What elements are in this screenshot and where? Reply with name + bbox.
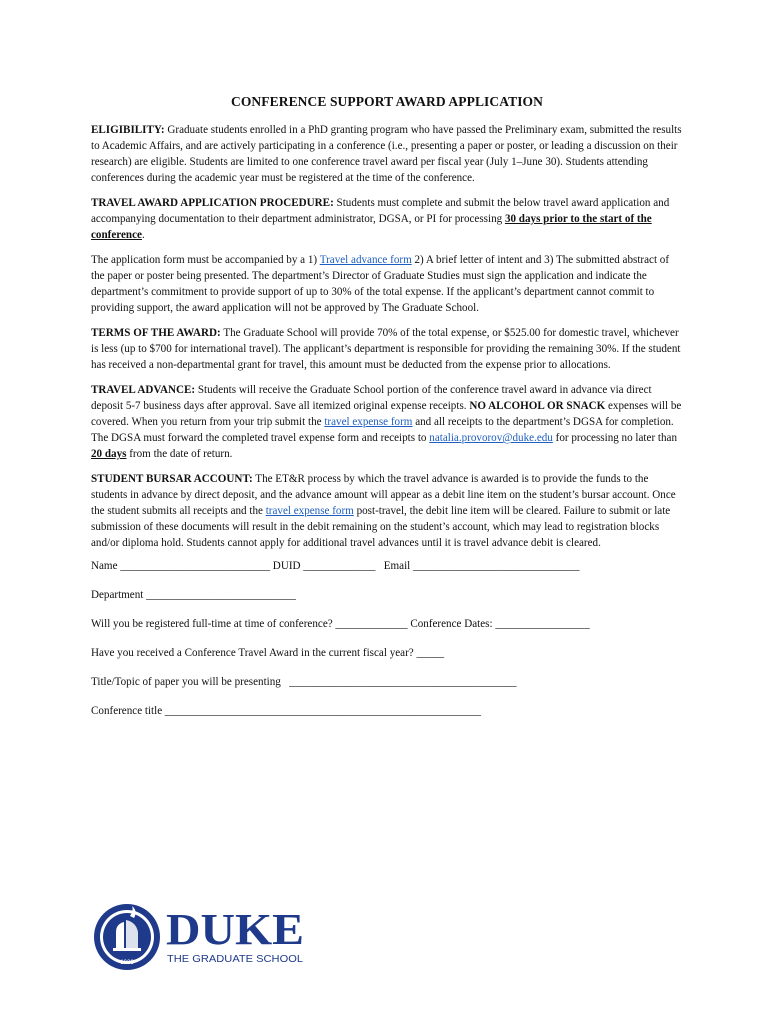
- duke-wordmark: DUKE: [166, 905, 304, 954]
- bursar-label: STUDENT BURSAR ACCOUNT:: [91, 473, 253, 485]
- accompany-text-2: 2) A brief letter of intent and 3) The submitted abstract of the paper or poster being presented. The department’s Director of Graduate Studies must sign the application and indicate the department’s commitment to provide support of up to 30% of the total expense. If the applicant’s department cannot commit to providing support, the award application will not be approved by The Graduate School.: [91, 254, 670, 314]
- name-duid-email-field[interactable]: Name ___________________________ DUID _____________ Email ______________________________: [91, 560, 580, 572]
- no-alcohol-note: NO ALCOHOL OR SNACK: [469, 400, 606, 412]
- bursar-travel-expense-form-link[interactable]: travel expense form: [265, 505, 354, 517]
- department-field[interactable]: Department ___________________________: [91, 589, 296, 601]
- prior-award-field[interactable]: Have you received a Conference Travel Award in the current fiscal year? _____: [91, 647, 445, 659]
- eligibility-paragraph: [91, 122, 683, 186]
- procedure-label: TRAVEL AWARD APPLICATION PROCEDURE:: [91, 197, 334, 209]
- terms-text: The Graduate School will provide 70% of the total expense, or $525.00 for domestic travel, whichever is less (up to $700 for international travel). The applicant’s department is responsible for providing the remaining 30%. If the student has received a non-departmental grant for travel, this amount must be deducted from the expense prior to allocations.: [91, 327, 681, 371]
- procedure-end: .: [141, 229, 145, 241]
- email-link[interactable]: natalia.provorov@duke.edu: [429, 432, 553, 444]
- accompany-paragraph: [91, 252, 683, 316]
- twenty-days: 20 days: [91, 448, 127, 460]
- bursar-paragraph: [91, 471, 683, 551]
- terms-label: TERMS OF THE AWARD:: [91, 327, 221, 339]
- travel-advance-form-link[interactable]: Travel advance form: [319, 254, 412, 266]
- duke-seal-icon: [94, 904, 160, 970]
- advance-text-2: expenses will be covered. When you return from your trip submit the: [91, 400, 682, 428]
- procedure-text: Students must complete and submit the below travel award application and accompanying documentation to their department administrator, DGSA, or PI for processing: [91, 197, 670, 225]
- duke-graduate-school-logo: [94, 902, 314, 972]
- seal-year: 1926: [120, 960, 134, 966]
- registration-dates-field[interactable]: Will you be registered full-time at time of conference? _____________ Conference Dates: _________________: [91, 618, 590, 630]
- graduate-school-subtitle: THE GRADUATE SCHOOL: [167, 953, 304, 965]
- advance-paragraph: [91, 382, 683, 462]
- page-title: CONFERENCE SUPPORT AWARD APPLICATION: [230, 94, 544, 109]
- advance-label: TRAVEL ADVANCE:: [91, 384, 196, 396]
- travel-expense-form-link[interactable]: travel expense form: [324, 416, 413, 428]
- procedure-paragraph: [91, 195, 683, 243]
- document-page: [91, 94, 683, 717]
- conference-title-field[interactable]: Conference title _________________________________________________________: [91, 705, 482, 717]
- eligibility-label: ELIGIBILITY:: [91, 124, 165, 136]
- bursar-text-2: post-travel, the debit line item will be cleared. Failure to submit or late submission of these documents will result in the debit remaining on the student’s account, which may lead to registration blocks and/or diploma hold. Students cannot apply for additional travel advances until it is travel advance debit is cleared.: [91, 505, 671, 549]
- procedure-deadline: 30 days prior to the start of the conference: [91, 213, 652, 241]
- bursar-text-1: The ET&R process by which the travel advance is awarded is to provide the funds to the students in advance by direct deposit, and the advance amount will appear as a debit line item on the student’s bursar account. Once the student submits all receipts and the: [91, 473, 676, 517]
- advance-text-1: Students will receive the Graduate School portion of the conference travel award in advance via direct deposit 5-7 business days after approval. Save all itemized original expense receipts.: [91, 384, 652, 412]
- accompany-text-1: The application form must be accompanied by a 1): [91, 254, 320, 266]
- paper-title-field[interactable]: Title/Topic of paper you will be presenting _________________________________________: [91, 676, 517, 688]
- eligibility-text: Graduate students enrolled in a PhD granting program who have passed the Preliminary exam, submitted the results to Academic Affairs, and are actively participating in a conference (i.e., presenting a paper or poster, or leading a discussion on their research) are eligible. Students are limited to one conference travel award per fiscal year (July 1–June 30). Students attending conferences during the academic year must be registered at the time of the conference.: [91, 124, 682, 184]
- advance-text-4: for processing no later than: [552, 432, 678, 444]
- advance-text-5: from the date of return.: [126, 448, 233, 460]
- terms-paragraph: [91, 325, 683, 373]
- advance-text-3: and all receipts to the department’s DGSA for completion. The DGSA must forward the completed travel expense form and receipts to: [91, 416, 674, 444]
